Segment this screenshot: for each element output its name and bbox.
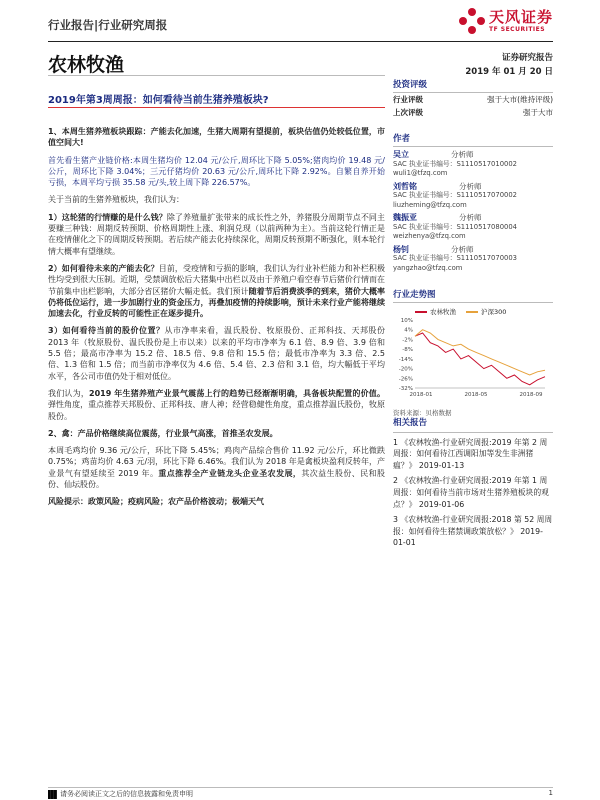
trend-chart-panel xyxy=(393,288,553,417)
y-tick-label: -2% xyxy=(402,337,413,344)
risk-warning: 风险提示：政策风险；疫病风险；农产品价格波动；极端天气 xyxy=(48,497,264,507)
x-tick-label: 2018-01 xyxy=(409,392,433,398)
meta-date: 2019 年 01 月 20 日 xyxy=(465,67,553,77)
authors-panel xyxy=(393,132,553,273)
related-head: 相关报告 xyxy=(393,418,553,433)
paragraph-prices: 首先看生猪产业链价格:本周生猪均价 12.04 元/公斤,周环比下降 5.05%;猪肉均价 19.48 元/公斤，周环比下降 3.04%；三元仔猪均价 20.63 元/公斤,周环比下降 2.92%。自繁自养开始亏损，本周平均亏损 35.58 元/头,较上周下降 226.57%。 xyxy=(48,155,385,188)
divider xyxy=(48,75,385,76)
paragraph-q3: 3）如何看待当前的股价位置？从市净率来看，温氏股份、牧原股份、正邦科技、天邦股份 2013 年（牧原股份、温氏股份是上市以来）以来的平均市净率为 6.1 倍、8.9 倍、3.9 倍和 5.5 倍；最高市净率为 15.2 倍、18.5 倍、9.8 倍和 15.5 倍；最低市净率为 3.3 倍、2.5 倍、1.3 倍和 1.5 倍；而当前市净率仅为 4.6 倍、5.4 倍、2.3 倍和 3.1 倍，均大幅低于平均水平，各公司市值仍处于相对低位。 xyxy=(48,326,385,381)
y-tick-label: -8% xyxy=(402,347,413,354)
report-type: 行业报告|行业研究周报 xyxy=(48,18,168,32)
page-footer xyxy=(48,789,553,799)
report-meta xyxy=(465,51,553,79)
page-number: 1 xyxy=(548,789,553,797)
paragraph-q1: 1）这轮猪的行情赚的是什么钱？除了养殖量扩张带来的成长性之外，养猪股分周期节点不同主要赚三种钱：周期反转预期、价格周期性上涨、利润兑现（以前两种为主）。当前这轮行情正是在疫情催化之下的周期反转预期。若后续产能去化持续深化，周期反转预期不断强化，则本轮行情大概率有望继续。 xyxy=(48,212,385,256)
paragraph-intro: 关于当前的生猪养殖板块，我们认为： xyxy=(48,195,184,205)
y-tick-label: -14% xyxy=(398,356,413,363)
logo-cn: 天风证券 xyxy=(488,7,553,26)
brand-logo xyxy=(459,8,553,34)
section-2-heading: 2、禽：产品价格继续高位震荡，行业景气高涨，首推圣农发展。 xyxy=(48,428,278,438)
sector-title: 农林牧渔 xyxy=(48,54,125,76)
y-tick-label: -26% xyxy=(398,376,413,383)
section-1-heading: 1、本周生猪养殖板块跟踪：产能去化加速，生猪大周期有望提前，板块估值仍处较低位置，市值空间大! xyxy=(48,127,385,148)
paragraph-view: 我们认为，2019 年生猪养殖产业景气震荡上行的趋势已经渐渐明确，具备板块配置的价值。弹性角度，重点推荐天邦股份、正邦科技、唐人神；经营稳健性角度，重点推荐温氏股份，牧原股份。 xyxy=(48,388,385,421)
y-tick-label: 4% xyxy=(404,327,413,334)
report-title: 2019年第3周周报：如何看待当前生猪养殖板块? xyxy=(48,95,269,106)
paragraph-poultry: 本周毛鸡均价 9.36 元/公斤，环比下降 5.45%；鸡肉产品综合售价 11.92 元/公斤，环比微跌 0.75%；鸡苗均价 4.63 元/羽，环比下降 6.46%。我们认为 2018 年是禽板块盈利反转年，产业景气有望延续至 2019 年。重点推荐全产业链龙头企业圣农发展，其次益生股份、民和股份、仙坛股份。 xyxy=(48,446,386,490)
x-tick-label: 2018-09 xyxy=(519,392,543,398)
divider xyxy=(48,787,553,788)
disclaimer: 请务必阅读正文之后的信息披露和免责申明 xyxy=(48,789,193,799)
chart-source: 资料来源：贝格数据 xyxy=(393,409,452,417)
y-tick-label: -32% xyxy=(398,386,413,392)
meta-label: 证券研究报告 xyxy=(501,53,553,63)
y-tick-label: 10% xyxy=(400,318,413,324)
qr-code-icon xyxy=(48,790,57,799)
legend-item: 农林牧渔 xyxy=(415,307,456,316)
related-report-link[interactable]: 1 《农林牧渔-行业研究周报:2019 年第 2 周周报：如何看待江西调阳加等发生非洲猪瘟？》 2019-01-13 xyxy=(393,437,548,470)
authors-head: 作者 xyxy=(393,132,553,147)
divider xyxy=(48,107,385,108)
page-header xyxy=(48,8,553,42)
author-entry: 吴立 分析师 SAC 执业证书编号：S1110517010002 wuli1@tfzq.com xyxy=(393,150,517,177)
y-tick-label: -20% xyxy=(398,366,413,373)
author-entry: 魏振亚 分析师 SAC 执业证书编号：S1110517080004 weizhenya@tfzq.com xyxy=(393,213,517,240)
paragraph-q2: 2）如何看待未来的产能去化？目前，受疫情和亏损的影响，我们认为行业补栏能力和补栏积极性均受到很大压制。近期，受禁调放松后大猪集中出栏以及由于养殖户看空春节后猪价行情而在节前集中出栏影响，大部分省区猪价大幅走低。我们预计随着节后消费淡季的到来，猪价大概率仍将低位运行，进一步加剧行业的资金压力，再叠加疫情的持续影响，预计未来行业产能将继续加速去化，行业反转的可能性正在逐步提升。 xyxy=(48,263,385,319)
trend-chart xyxy=(393,316,553,402)
x-tick-label: 2018-05 xyxy=(464,392,488,398)
rating-panel xyxy=(393,78,553,119)
related-report-link[interactable]: 3 《农林牧渔-行业研究周报:2018 第 52 周周报：如何看待生猪禁调政策放松？》 2019-01-01 xyxy=(393,515,553,548)
legend-item: 沪深300 xyxy=(466,307,506,316)
chart-legend xyxy=(415,307,553,316)
author-entry: 刘哲铭 分析师 SAC 执业证书编号：S1110517070002 liuzheming@tfzq.com xyxy=(393,181,517,209)
rating-row: 行业评级 强于大市(维持评级) xyxy=(393,95,553,104)
author-entry: 杨钊 分析师 SAC 执业证书编号：S1110517070003 yangzhao@tfzq.com xyxy=(393,244,517,272)
series-line xyxy=(415,330,545,375)
report-body xyxy=(48,126,385,514)
related-reports xyxy=(393,418,553,549)
series-line xyxy=(415,333,545,385)
logo-en: TF SECURITIES xyxy=(488,25,546,33)
related-report-link[interactable]: 2 《农林牧渔-行业研究周报:2019 年第 1 周周报：如何看待当前市场对生猪养殖板块的观点？》 2019-01-06 xyxy=(393,476,549,509)
rating-head: 投资评级 xyxy=(393,78,553,93)
chart-head: 行业走势图 xyxy=(393,288,553,303)
logo-mark-icon xyxy=(459,8,485,34)
rating-row: 上次评级 强于大市 xyxy=(393,108,553,117)
